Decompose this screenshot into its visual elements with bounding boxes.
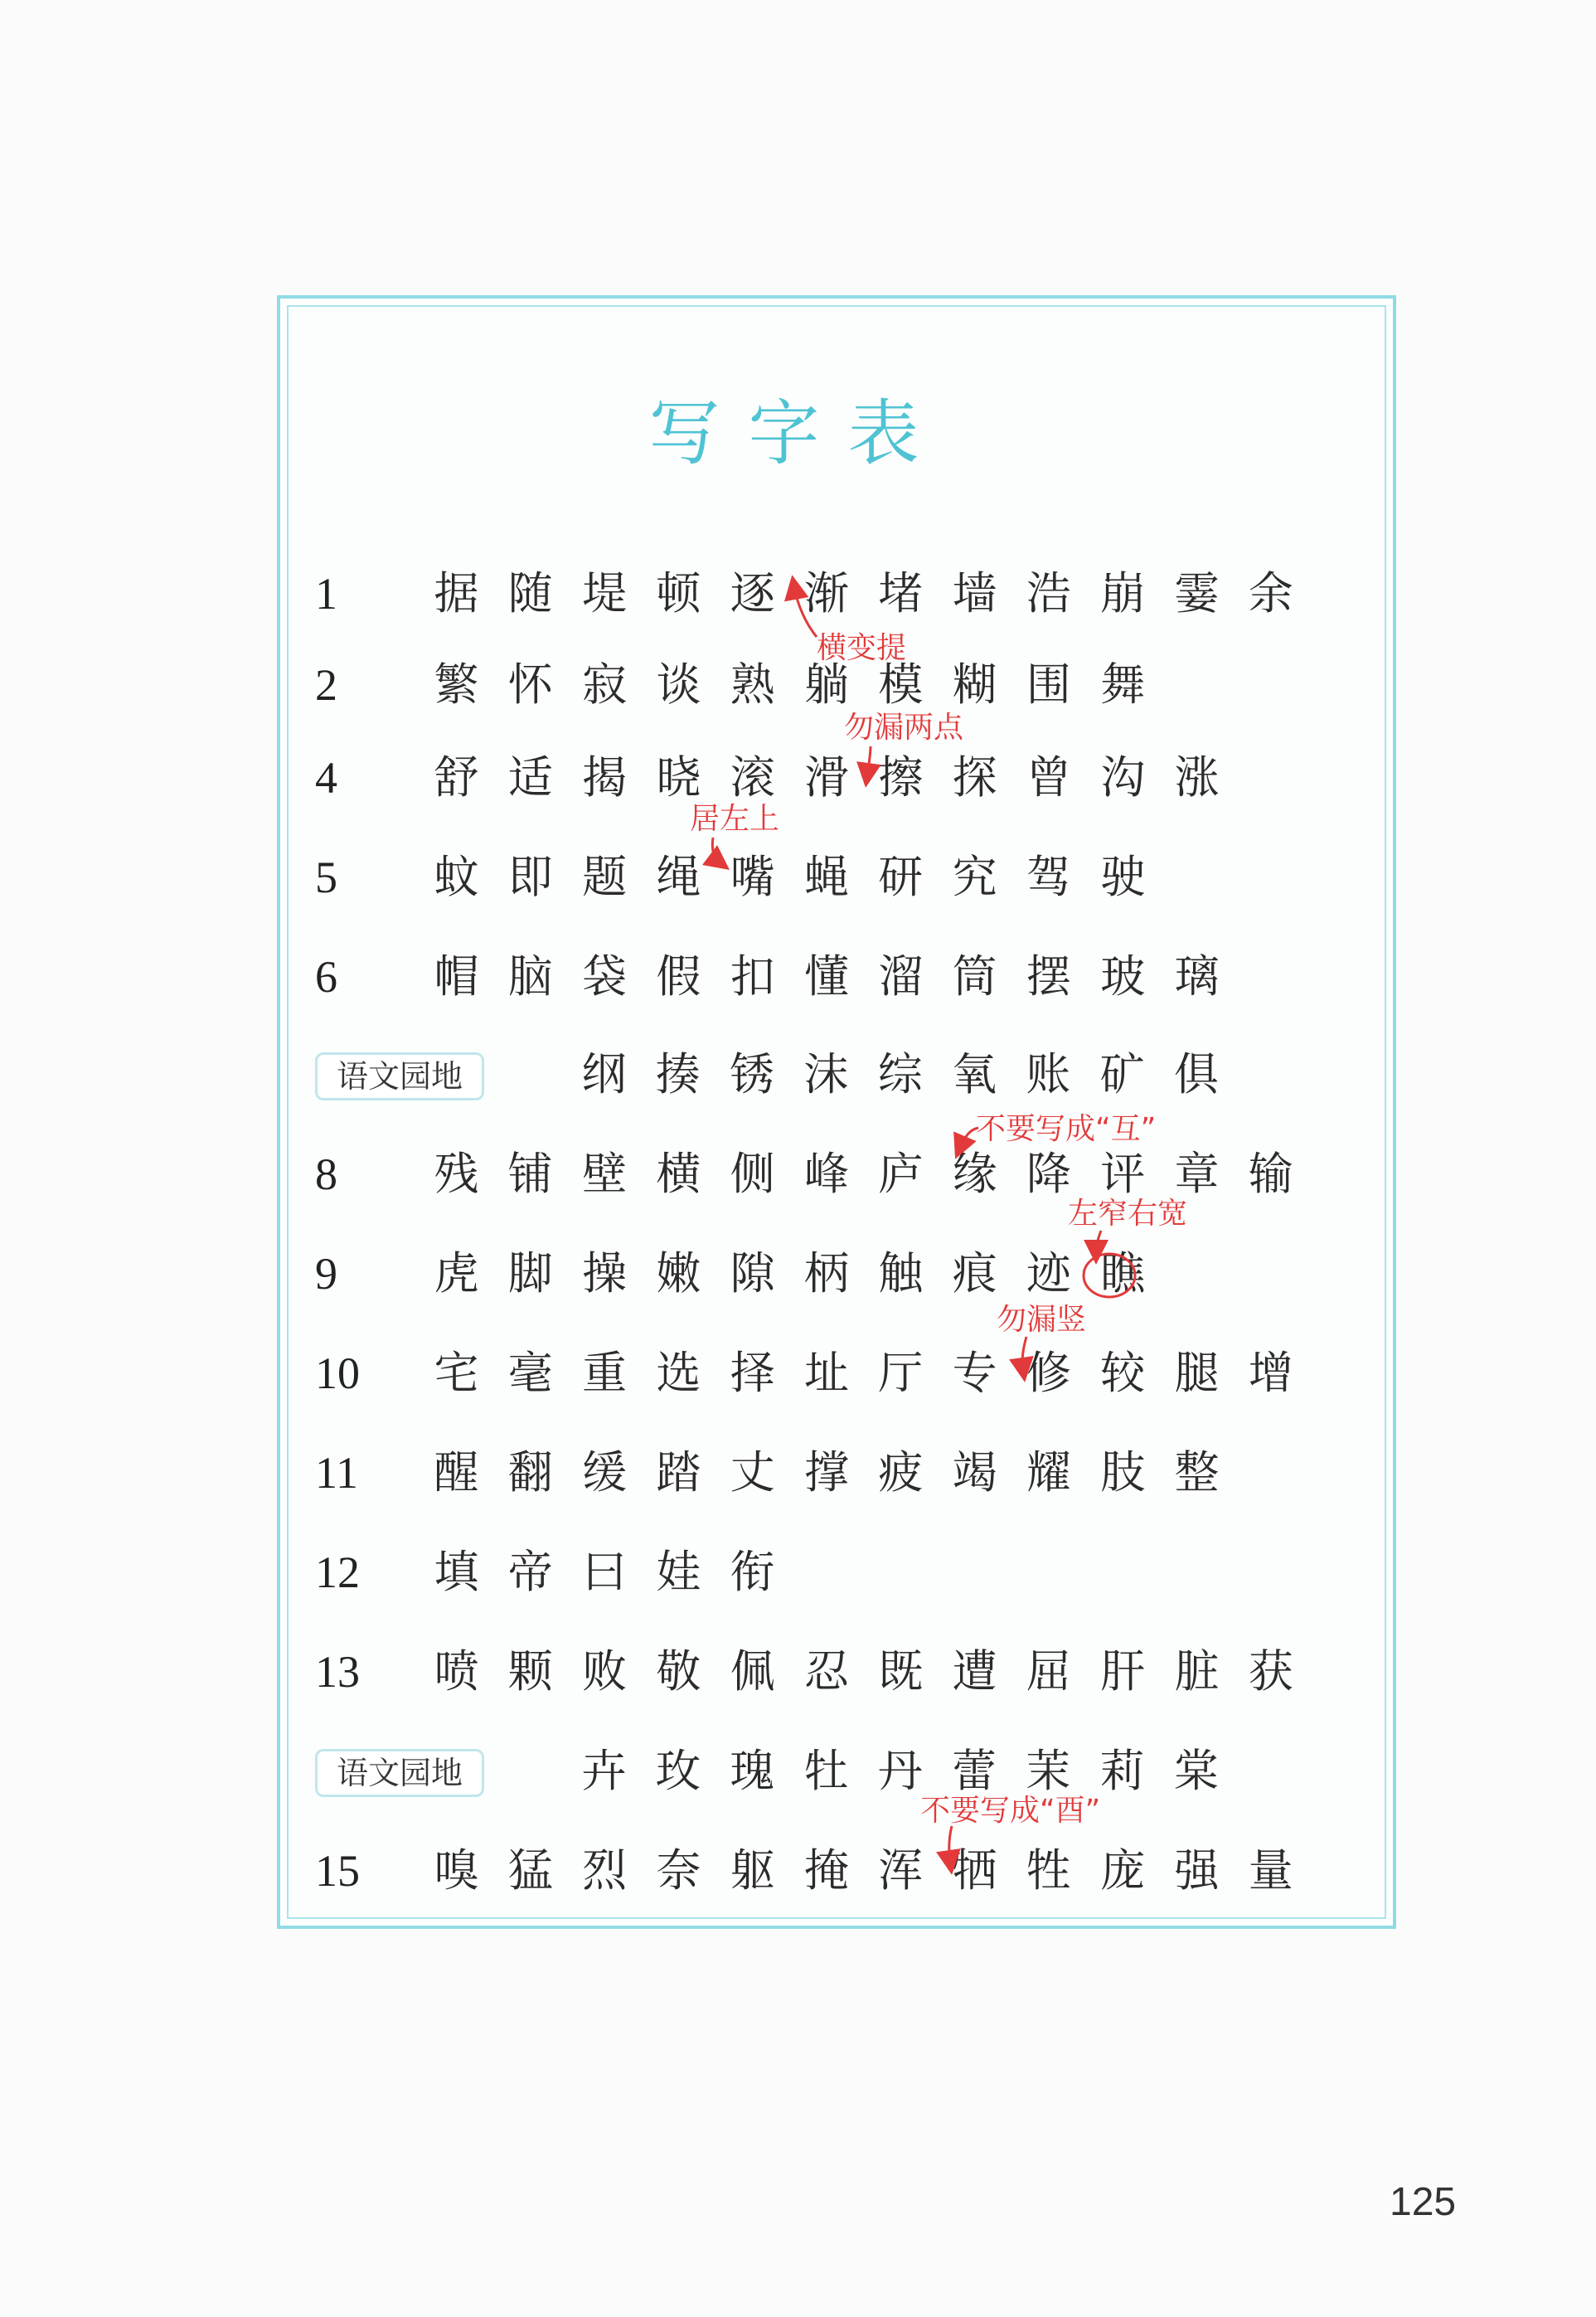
character: 肢 bbox=[1100, 1446, 1146, 1499]
table-row bbox=[0, 844, 1596, 911]
character: 烈 bbox=[582, 1844, 628, 1897]
character: 俱 bbox=[1173, 1048, 1219, 1100]
lesson-number: 11 bbox=[315, 1448, 358, 1498]
character: 败 bbox=[582, 1645, 628, 1698]
character: 矿 bbox=[1099, 1048, 1145, 1100]
character: 宅 bbox=[434, 1347, 479, 1399]
character: 浑 bbox=[878, 1844, 924, 1897]
character: 专 bbox=[952, 1347, 997, 1399]
character: 浩 bbox=[1026, 567, 1071, 619]
table-row bbox=[0, 1340, 1596, 1406]
lesson-number: 2 bbox=[315, 660, 337, 710]
character: 茉 bbox=[1026, 1745, 1071, 1797]
character: 璃 bbox=[1174, 950, 1220, 1003]
character: 牡 bbox=[803, 1745, 849, 1797]
table-row bbox=[0, 652, 1596, 718]
character: 址 bbox=[804, 1347, 849, 1399]
character: 择 bbox=[730, 1347, 775, 1399]
character: 丹 bbox=[877, 1745, 923, 1797]
character: 究 bbox=[952, 851, 997, 903]
character: 肝 bbox=[1100, 1645, 1146, 1698]
character: 填 bbox=[434, 1546, 479, 1598]
section-badge: 语文园地 bbox=[315, 1052, 484, 1100]
character: 疲 bbox=[878, 1446, 924, 1499]
character: 适 bbox=[507, 751, 553, 804]
note-wu-lou-liang-dian: 勿漏两点 bbox=[844, 711, 964, 745]
table-row bbox=[0, 1738, 1596, 1805]
character: 逐 bbox=[730, 567, 775, 619]
character: 庞 bbox=[1100, 1844, 1146, 1897]
page-number: 125 bbox=[1390, 2180, 1457, 2224]
page-title: 写字表 bbox=[648, 392, 948, 475]
character: 帽 bbox=[434, 950, 479, 1003]
character: 庐 bbox=[878, 1148, 924, 1200]
character: 擦 bbox=[878, 751, 924, 804]
character: 假 bbox=[656, 950, 701, 1003]
character: 摆 bbox=[1026, 950, 1071, 1003]
character: 揍 bbox=[655, 1048, 701, 1100]
character: 翻 bbox=[507, 1446, 553, 1499]
character: 嘴 bbox=[730, 851, 775, 903]
character: 题 bbox=[582, 851, 628, 903]
lesson-number: 8 bbox=[315, 1149, 337, 1199]
character: 卉 bbox=[581, 1745, 627, 1797]
note-ju-zuo-shang: 居左上 bbox=[690, 802, 780, 836]
character: 余 bbox=[1248, 567, 1293, 619]
character: 屈 bbox=[1026, 1645, 1071, 1698]
character: 曰 bbox=[582, 1546, 628, 1598]
character: 缘 bbox=[952, 1148, 997, 1200]
character: 沟 bbox=[1100, 751, 1146, 804]
character: 壁 bbox=[582, 1148, 628, 1200]
note-bu-yao-xie-cheng-hu: 不要写成“互” bbox=[976, 1112, 1157, 1146]
character: 量 bbox=[1248, 1844, 1293, 1897]
character: 滑 bbox=[804, 751, 849, 804]
character: 堤 bbox=[582, 567, 628, 619]
character: 残 bbox=[434, 1148, 479, 1200]
character: 嫩 bbox=[656, 1247, 701, 1299]
character: 涨 bbox=[1174, 751, 1220, 804]
character: 喷 bbox=[434, 1645, 479, 1698]
character: 牺 bbox=[952, 1844, 997, 1897]
character: 柄 bbox=[804, 1247, 849, 1299]
lesson-number: 15 bbox=[315, 1846, 360, 1896]
lesson-number: 6 bbox=[315, 952, 337, 1002]
character: 综 bbox=[877, 1048, 923, 1100]
character: 增 bbox=[1248, 1347, 1293, 1399]
table-row bbox=[0, 1042, 1596, 1108]
note-zuo-zhai-you-kuan: 左窄右宽 bbox=[1068, 1197, 1188, 1231]
table-row bbox=[0, 1440, 1596, 1506]
character: 缓 bbox=[582, 1446, 628, 1499]
character: 毫 bbox=[507, 1347, 553, 1399]
character: 衔 bbox=[730, 1546, 775, 1598]
character: 瞧 bbox=[1100, 1247, 1146, 1299]
character: 渐 bbox=[804, 567, 849, 619]
character: 舒 bbox=[434, 751, 479, 804]
character: 袋 bbox=[582, 950, 628, 1003]
character: 虎 bbox=[434, 1247, 479, 1299]
character: 厅 bbox=[878, 1347, 924, 1399]
character: 账 bbox=[1026, 1048, 1071, 1100]
character: 醒 bbox=[434, 1446, 479, 1499]
character: 墙 bbox=[952, 567, 997, 619]
character: 重 bbox=[582, 1347, 628, 1399]
character: 棠 bbox=[1173, 1745, 1219, 1797]
character: 侧 bbox=[730, 1148, 775, 1200]
character: 章 bbox=[1174, 1148, 1220, 1200]
character: 脚 bbox=[507, 1247, 553, 1299]
character: 糊 bbox=[952, 658, 997, 711]
lesson-number: 1 bbox=[315, 569, 337, 619]
character: 揭 bbox=[582, 751, 628, 804]
character: 绳 bbox=[656, 851, 701, 903]
character: 竭 bbox=[952, 1446, 997, 1499]
character: 痕 bbox=[952, 1247, 997, 1299]
character: 霎 bbox=[1174, 567, 1220, 619]
character: 丈 bbox=[730, 1446, 775, 1499]
character: 堵 bbox=[878, 567, 924, 619]
character: 玻 bbox=[1100, 950, 1146, 1003]
character: 随 bbox=[507, 567, 553, 619]
character: 莉 bbox=[1099, 1745, 1145, 1797]
character: 遭 bbox=[952, 1645, 997, 1698]
character: 舞 bbox=[1100, 658, 1146, 711]
character: 探 bbox=[952, 751, 997, 804]
note-heng-bian-ti: 横变提 bbox=[817, 631, 907, 665]
character: 腿 bbox=[1174, 1347, 1220, 1399]
character: 瑰 bbox=[730, 1745, 775, 1797]
character: 帝 bbox=[507, 1546, 553, 1598]
lesson-number: 13 bbox=[315, 1647, 360, 1697]
character: 纲 bbox=[581, 1048, 627, 1100]
character: 敬 bbox=[656, 1645, 701, 1698]
table-row bbox=[0, 561, 1596, 627]
character: 忍 bbox=[804, 1645, 849, 1698]
lesson-number: 5 bbox=[315, 852, 337, 902]
note-wu-lou-shu: 勿漏竖 bbox=[997, 1303, 1087, 1337]
character: 寂 bbox=[582, 658, 628, 711]
character: 玫 bbox=[655, 1745, 701, 1797]
character: 谈 bbox=[656, 658, 701, 711]
character: 围 bbox=[1026, 658, 1071, 711]
character: 掩 bbox=[804, 1844, 849, 1897]
character: 溜 bbox=[878, 950, 924, 1003]
character: 懂 bbox=[804, 950, 849, 1003]
character: 模 bbox=[878, 658, 924, 711]
character: 降 bbox=[1026, 1148, 1071, 1200]
character: 曾 bbox=[1026, 751, 1071, 804]
character: 躺 bbox=[804, 658, 849, 711]
table-row bbox=[0, 1141, 1596, 1207]
character: 筒 bbox=[952, 950, 997, 1003]
character: 怀 bbox=[507, 658, 553, 711]
character: 崩 bbox=[1100, 567, 1146, 619]
character: 选 bbox=[656, 1347, 701, 1399]
character: 颗 bbox=[507, 1645, 553, 1698]
lesson-number: 9 bbox=[315, 1249, 337, 1299]
character: 研 bbox=[878, 851, 924, 903]
character: 佩 bbox=[730, 1645, 775, 1698]
character: 修 bbox=[1026, 1347, 1071, 1399]
table-row bbox=[0, 1539, 1596, 1605]
lesson-number: 12 bbox=[315, 1547, 360, 1597]
character: 横 bbox=[656, 1148, 701, 1200]
character: 撑 bbox=[804, 1446, 849, 1499]
character: 迹 bbox=[1026, 1247, 1071, 1299]
character: 既 bbox=[878, 1645, 924, 1698]
character: 隙 bbox=[730, 1247, 775, 1299]
character: 输 bbox=[1248, 1148, 1293, 1200]
character: 驶 bbox=[1100, 851, 1146, 903]
character: 顿 bbox=[656, 567, 701, 619]
character: 躯 bbox=[730, 1844, 775, 1897]
character: 繁 bbox=[434, 658, 479, 711]
character: 猛 bbox=[507, 1844, 553, 1897]
table-row bbox=[0, 1639, 1596, 1705]
character: 操 bbox=[582, 1247, 628, 1299]
table-row bbox=[0, 944, 1596, 1010]
character: 脏 bbox=[1174, 1645, 1220, 1698]
character: 扣 bbox=[730, 950, 775, 1003]
character: 沫 bbox=[803, 1048, 849, 1100]
character: 锈 bbox=[730, 1048, 775, 1100]
character: 据 bbox=[434, 567, 479, 619]
character: 蚊 bbox=[434, 851, 479, 903]
character: 峰 bbox=[804, 1148, 849, 1200]
lesson-number: 4 bbox=[315, 753, 337, 803]
character: 较 bbox=[1100, 1347, 1146, 1399]
character: 驾 bbox=[1026, 851, 1071, 903]
character: 耀 bbox=[1026, 1446, 1071, 1499]
character: 蝇 bbox=[804, 851, 849, 903]
lesson-number: 10 bbox=[315, 1348, 360, 1398]
character: 脑 bbox=[507, 950, 553, 1003]
character: 即 bbox=[507, 851, 553, 903]
character: 熟 bbox=[730, 658, 775, 711]
table-row bbox=[0, 745, 1596, 811]
character: 整 bbox=[1174, 1446, 1220, 1499]
character: 氧 bbox=[952, 1048, 997, 1100]
table-row bbox=[0, 1838, 1596, 1904]
section-badge: 语文园地 bbox=[315, 1749, 484, 1797]
character: 触 bbox=[878, 1247, 924, 1299]
character: 铺 bbox=[507, 1148, 553, 1200]
character: 获 bbox=[1248, 1645, 1293, 1698]
character: 蕾 bbox=[952, 1745, 997, 1797]
character: 踏 bbox=[656, 1446, 701, 1499]
character: 奈 bbox=[656, 1844, 701, 1897]
note-bu-yao-xie-cheng-you: 不要写成“酉” bbox=[920, 1794, 1101, 1828]
character: 强 bbox=[1174, 1844, 1220, 1897]
character: 滚 bbox=[730, 751, 775, 804]
character: 牲 bbox=[1026, 1844, 1071, 1897]
character: 评 bbox=[1100, 1148, 1146, 1200]
character: 晓 bbox=[656, 751, 701, 804]
character: 娃 bbox=[656, 1546, 701, 1598]
character: 嗅 bbox=[434, 1844, 479, 1897]
table-row bbox=[0, 1241, 1596, 1307]
